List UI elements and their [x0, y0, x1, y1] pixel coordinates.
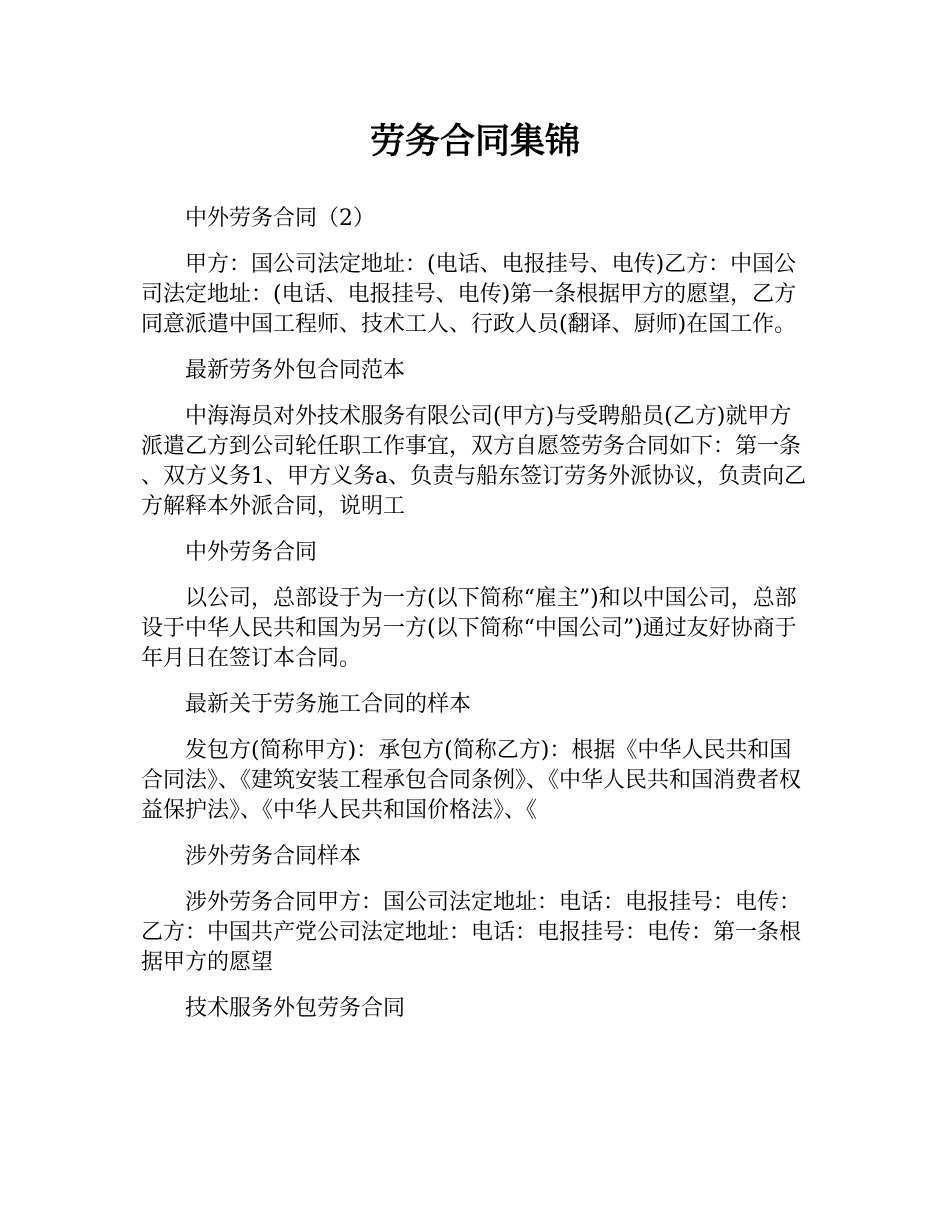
paragraph: 中海海员对外技术服务有限公司(甲方)与受聘船员(乙方)就甲方派遣乙方到公司轮任职工作事宜，双方自愿签劳务合同如下：第一条、双方义务1、甲方义务a、负责与船东签订劳务外派协议，负责向乙方解释本外派合同，说明工: [141, 404, 807, 519]
document-body: [141, 204, 813, 1040]
section-heading: 中外劳务合同: [185, 540, 318, 565]
paragraph: 以公司，总部设于为一方(以下简称“雇主”)和以中国公司，总部设于中华人民共和国为另一方(以下简称“中国公司”)通过友好协商于年月日在签订本合同。: [141, 586, 797, 671]
section-heading: 最新劳务外包合同范本: [185, 358, 406, 383]
section-heading: 技术服务外包劳务合同: [185, 996, 406, 1021]
paragraph: 甲方：国公司法定地址：(电话、电报挂号、电传)乙方：中国公司法定地址：(电话、电报挂号、电传)第一条根据甲方的愿望，乙方同意派遣中国工程师、技术工人、行政人员(翻译、厨师)在国工作。: [141, 252, 797, 337]
section-heading: 中外劳务合同（2）: [185, 206, 375, 231]
paragraph: 发包方(简称甲方)：承包方(简称乙方)：根据《中华人民共和国合同法》、《建筑安装工程承包合同条例》、《中华人民共和国消费者权益保护法》、《中华人民共和国价格法》、《: [141, 738, 802, 823]
section-heading: 最新关于劳务施工合同的样本: [185, 692, 472, 717]
document-title: 劳务合同集锦: [369, 122, 580, 162]
paragraph: 涉外劳务合同甲方：国公司法定地址：电话：电报挂号：电传：乙方：中国共产党公司法定地址：电话：电报挂号：电传：第一条根据甲方的愿望: [141, 890, 802, 975]
section-heading: 涉外劳务合同样本: [185, 844, 362, 869]
